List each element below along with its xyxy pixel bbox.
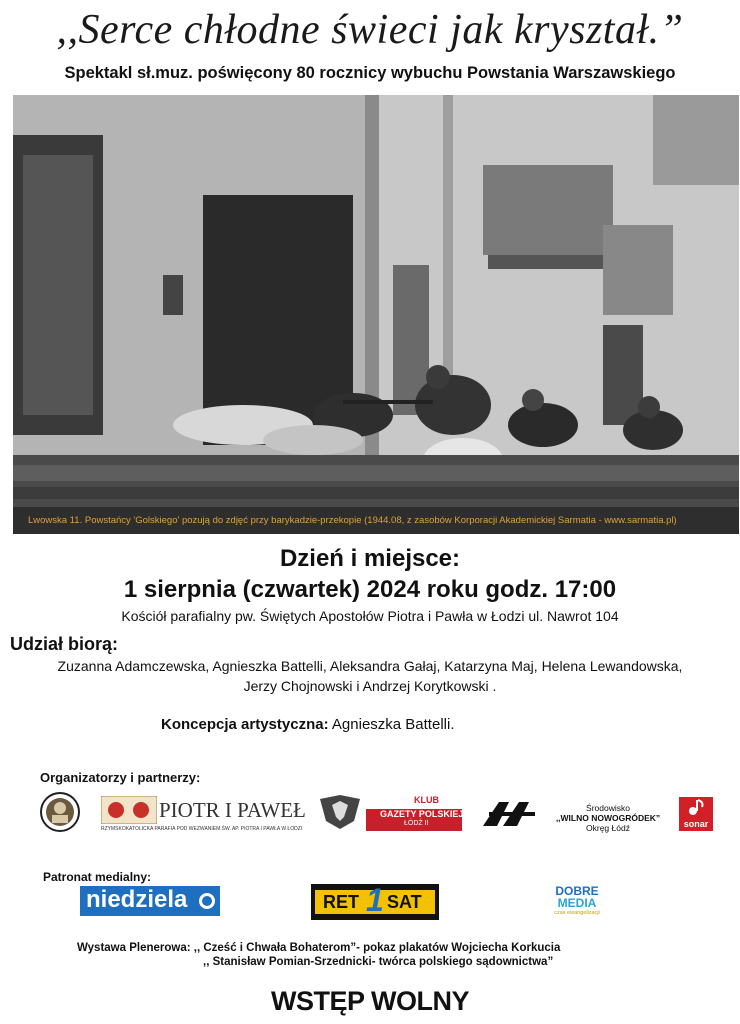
piotr-pawel-name: PIOTR I PAWEŁ xyxy=(159,798,306,822)
dobre-line-3: czas ewangelizacji xyxy=(554,910,600,916)
exhibition-line-1 xyxy=(77,941,560,955)
dobre-line-1: DOBRE xyxy=(555,884,599,898)
event-date: 1 sierpnia (czwartek) 2024 roku godz. 17:00 xyxy=(123,576,617,603)
cast-heading: Udział biorą: xyxy=(10,634,119,654)
poster-subtitle: Spektakl sł.muz. poświęcony 80 rocznicy wybuchu Powstania Warszawskiego xyxy=(64,64,676,82)
wilno-line-2: ,,WILNO NOWOGRÓDEK” xyxy=(555,813,661,823)
historic-photo xyxy=(13,95,739,534)
concept-value: Agnieszka Battelli. xyxy=(328,716,455,733)
partner-sonar-logo xyxy=(679,797,713,831)
cast-line-1: Zuzanna Adamczewska, Agnieszka Battelli, Aleksandra Gałaj, Katarzyna Maj, Helena Lewandowska, xyxy=(57,658,683,674)
exhibition-item-2: ,, Stanisław Pomian-Srzednicki- twórca polskiego sądownictwa” xyxy=(203,956,554,968)
retsat-sat: SAT xyxy=(387,892,422,912)
exhibition-label: Wystawa Plenerowa: xyxy=(77,942,191,954)
klub-top: KLUB xyxy=(414,795,439,805)
partner-ak-logo xyxy=(481,800,541,828)
niedziela-name: niedziela xyxy=(86,886,188,913)
partners-label: Organizatorzy i partnerzy: xyxy=(40,770,201,785)
exhibition-item-1: ,, Cześć i Chwała Bohaterom”- pokaz plakatów Wojciecha Korkucia xyxy=(190,942,561,954)
partner-klub-logo xyxy=(314,793,462,831)
sonar-name: sonar xyxy=(683,819,709,829)
retsat-ret: RET xyxy=(323,892,359,912)
exhibition-block xyxy=(77,941,560,969)
photo-caption: Lwowska 11. Powstańcy 'Golskiego' pozują do zdjęć przy barykadzie-przekopie (1944.08, z zasobów Korporacji Akademickiej Sarmatia - www.sarmatia.pl) xyxy=(28,515,677,526)
partner-wilno-text xyxy=(553,803,663,833)
media-label: Patronat medialny: xyxy=(43,870,152,884)
poster-title: ,,Serce chłodne świeci jak kryształ.” xyxy=(56,7,684,53)
partner-piotr-pawel-logo xyxy=(101,796,306,836)
klub-main: GAZETY POLSKIEJ xyxy=(380,809,464,819)
concept-line xyxy=(161,716,454,733)
cast-line-2: Jerzy Chojnowski i Andrzej Korytkowski . xyxy=(243,678,497,694)
concept-label: Koncepcja artystyczna: xyxy=(161,716,329,733)
media-niedziela-logo xyxy=(80,886,220,916)
wilno-line-1: Środowisko xyxy=(586,803,630,813)
piotr-pawel-sub: RZYMSKOKATOLICKA PARAFIA POD WEZWANIEM ŚW. AP. PIOTRA I PAWŁA W ŁODZI xyxy=(101,826,303,832)
partner-seal-logo xyxy=(40,792,80,832)
media-retsat-logo xyxy=(311,884,439,920)
wilno-line-3: Okręg Łódź xyxy=(586,823,630,833)
media-dobre-logo xyxy=(545,885,609,919)
klub-city: ŁÓDŹ II xyxy=(404,820,429,827)
retsat-num: 1 xyxy=(366,882,384,918)
event-place: Kościół parafialny pw. Świętych Apostołów Piotra i Pawła w Łodzi ul. Nawrot 104 xyxy=(121,608,619,624)
dobre-line-2: MEDIA xyxy=(557,896,597,910)
when-heading: Dzień i miejsce: xyxy=(279,545,461,572)
free-entry: WSTĘP WOLNY xyxy=(270,986,469,1016)
